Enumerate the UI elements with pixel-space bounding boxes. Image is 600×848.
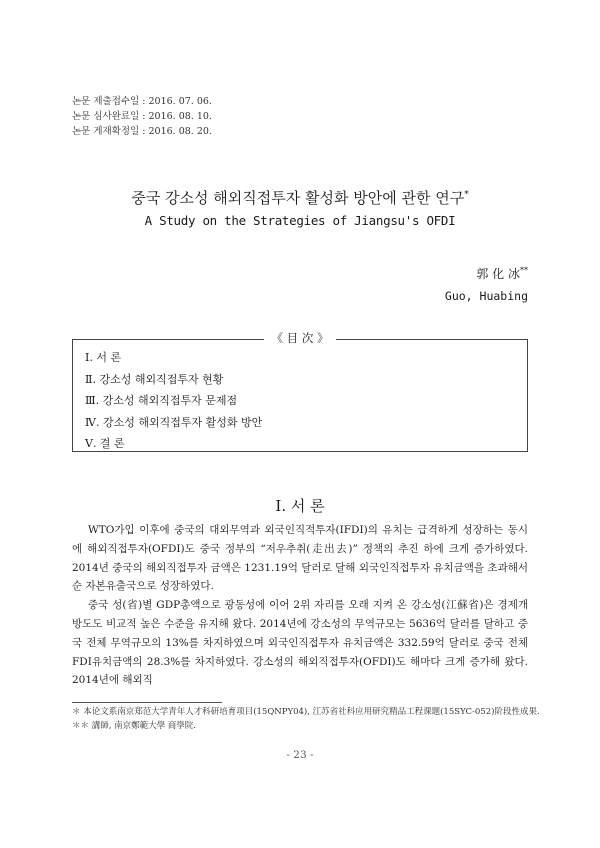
toc-item: Ⅱ. 강소성 해외직접투자 현황 xyxy=(85,372,224,386)
section-heading: Ⅰ. 서 론 xyxy=(275,497,325,515)
footnote: ＊＊ 講師, 南京鄭範大學 商學院. xyxy=(72,721,197,731)
body-text xyxy=(72,521,528,690)
title-korean-text: 중국 강소성 해외직접투자 활성화 방안에 관한 연구 xyxy=(131,189,465,207)
title-footnote-mark: * xyxy=(464,190,469,200)
paragraph: 중국 성(省)별 GDP총액으로 광동성에 이어 2위 자리를 오래 지켜 온 강소성(江蘇省)은 경제개방도도 비교적 높은 수준을 유지해 왔다. 2014년에 강소성의 무역규모는 5636억 달러를 달하고 중국 전체 무역규모의 13%를 차지하였으며 외국인직접투자 유치금액은 332.59억 달러로 중국 전체 FDI유치금액의 28.3%를 차지하였다. 강소성의 해외직접투자(OFDI)도 해마다 크게 증가해 왔다. 2014년에 해외직 xyxy=(72,599,528,687)
toc-item: Ⅰ. 서 론 xyxy=(85,351,122,364)
title-korean xyxy=(0,187,600,208)
author-chinese-text: 郭 化 冰 xyxy=(476,267,520,281)
received-date: 논문 제출접수일 : 2016. 07. 06. xyxy=(72,96,212,107)
footnotes xyxy=(72,705,542,733)
page-number: - 23 - xyxy=(286,749,314,761)
footnote-divider xyxy=(72,702,222,703)
review-date: 논문 심사완료일 : 2016. 08. 10. xyxy=(72,111,212,122)
paragraph: WTO가입 이후에 중국의 대외무역과 외국인직적투자(IFDI)의 유치는 급격하게 성장하는 동시에 해외직접투자(OFDI)도 중국 정부의 “저우추취(走出去)” 정책의 추진 하에 크게 증가하였다. 2014년 중국의 해외직접투자 금액은 1231.19억 달러로 달해 외국인직접투자 유치금액을 초과해서 순 자본유출국으로 성장하였다. xyxy=(72,524,528,593)
toc-title xyxy=(0,330,600,346)
submission-dates xyxy=(72,94,212,139)
toc-list xyxy=(85,347,262,455)
toc-item: Ⅲ. 강소성 해외직접투자 문제점 xyxy=(85,394,238,407)
author-chinese xyxy=(476,265,528,282)
toc-item: Ⅴ. 결 론 xyxy=(85,437,125,450)
author-english: Guo, Huabing xyxy=(444,289,528,303)
title-english: A Study on the Strategies of Jiangsu's OFDI xyxy=(144,213,456,228)
toc-item: Ⅳ. 강소성 해외직접투자 활성화 방안 xyxy=(85,415,263,429)
footnote: ＊ 本论文系南京郑范大学青年人才科研培育项目(15QNPY04), 江苏省社科应用研究精品工程课题(15SYC-052)阶段性成果. xyxy=(72,707,540,717)
confirm-date: 논문 게재확정일 : 2016. 08. 20. xyxy=(72,126,212,137)
toc-title-text: 《 目 次 》 xyxy=(264,331,337,345)
author-footnote-mark: ** xyxy=(520,266,528,275)
table-of-contents xyxy=(72,339,528,452)
